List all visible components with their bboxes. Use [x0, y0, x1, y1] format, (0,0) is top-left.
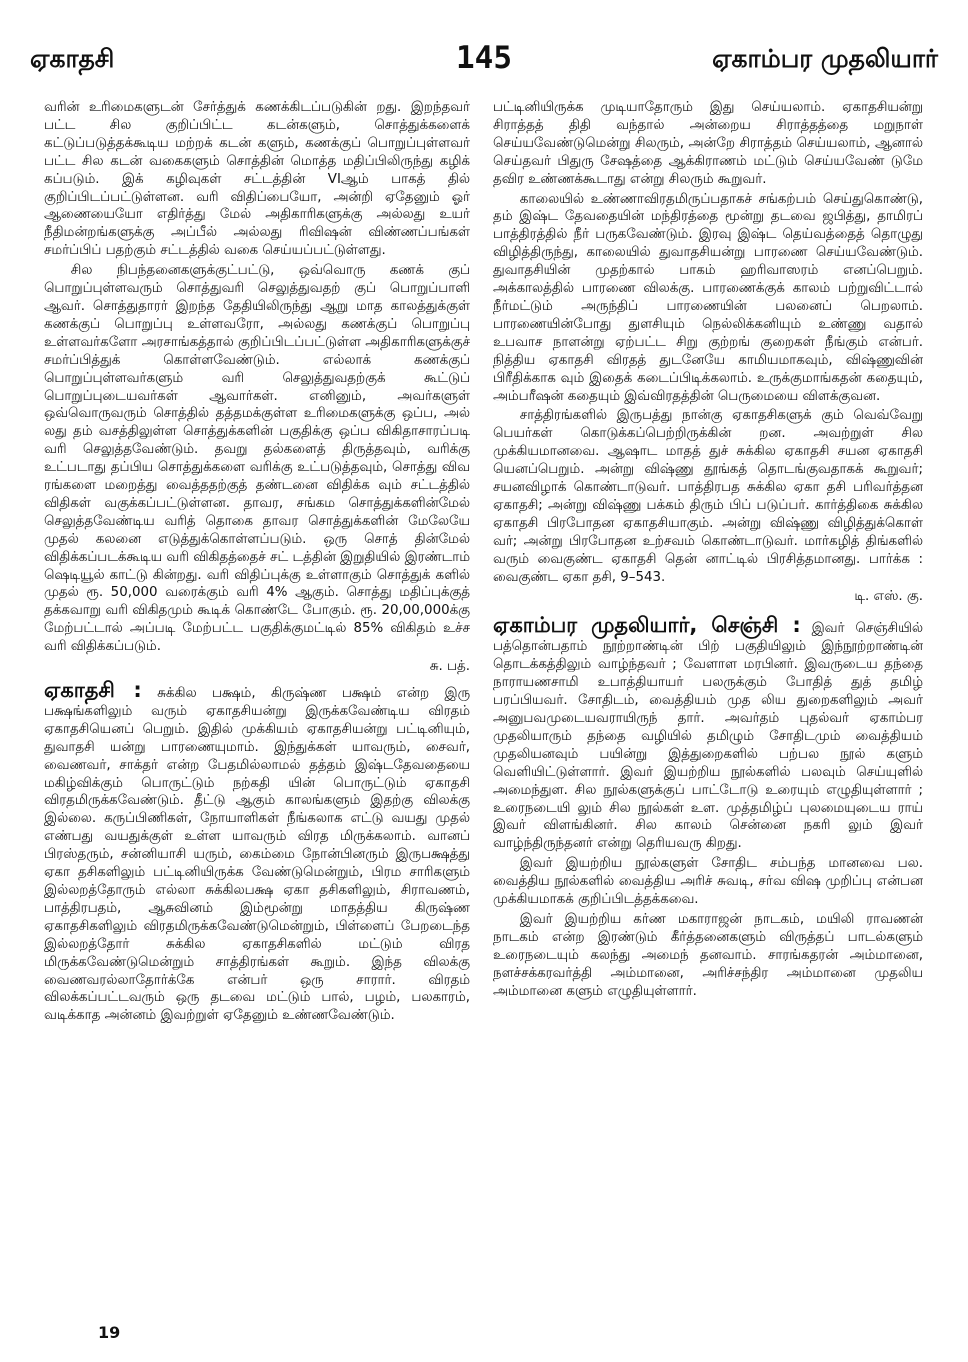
footer-page-number: 19	[98, 1323, 121, 1342]
paragraph-astrology-works: இவர் இயற்றிய நூல்களுள் சோதிட சம்பந்த மானவை பல. வைத்திய நூல்களில் வைத்திய அரிச் சுவடி, சர்வ விஷ முறிப்பு என்பன முக்கியமாகக் குறிப்பிடத்தக்கவை.	[493, 856, 923, 908]
author-signature: டி. எஸ். கு.	[854, 589, 923, 605]
paragraph-tax-liability: சில நிபந்தனைகளுக்குட்பட்டு, ஒவ்வொரு கணக் குப் பொறுப்புள்ளவரும் சொத்துவரி செலுத்துவதற் குப் பொறுப்பாளி ஆவர். சொத்துதாரர் இறந்த தேதியிலிருந்து ஆறு மாத காலத்துக்குள் கணக்குப் பொறுப்பு உள்ளவரோ, அல்லது கணக்குப் பொறுப்பு உள்ளவர்களோ அரசாங்கத்தால் குறிப்பிடப்பட்டுள்ள அதிகாரிகளுக்குச் சமர்ப்பித்துக் கொள்ளவேண்டும். எல்லாக் கணக்குப் பொறுப்புள்ளவர்களும் வரி செலுத்துவதற்குக் கூட்டுப் பொறுப்புடையவர்கள் ஆவார்கள். எனினும், அவர்களுள் ஒவ்வொருவரும் சொத்தில் தத்தமக்குள்ள உரிமைகளுக்கு ஒப்ப, அல் லது தம் வசத்திலுள்ள சொத்துக்களின் பகுதிக்கு ஒப்ப விகிதாசாரப்படி வரி செலுத்தவேண்டும். தவறு தல்களைத் திருத்தவும், வரிக்கு உட்படாது தப்பிய சொத்துக்களை வரிக்கு உட்படுத்தவும், சொத்து விவ ரங்களை மறைத்து வைத்ததற்குத் தண்டனை விதிக்க வும் சட்டத்தில் விதிகள் வகுக்கப்பட்டுள்ளன. தாவர, சங்கம சொத்துக்களின்மேல் செலுத்தவேண்டிய வரித் தொகை தாவர சொத்துக்களின் மேலேயே முதல் கலனை எடுத்துக்கொள்ளப்படும். ஒரு சொத் தின்மேல் விதிக்கப்படக்கூடிய வரி விகிதத்தைச் சட் டத்தின் இறுதியில் இரண்டாம் ஷெடியூல் காட்டு கின்றது. வரி விதிப்புக்கு உள்ளாகும் சொத்துக் களில் முதல் ரூ. 50,000 வரைக்கும் வரி 4% ஆகும். சொத்து மதிப்புக்குத் தக்கவாறு வரி விகிதமும் கூடிக் கொண்டே போகும். ரூ. 20,00,000க்கு மேற்பட்டால் அப்படி மேற்பட்ட பகுதிக்குமட்டில் 85% விகிதம் உச்ச வரி விதிக்கப்படும்.	[44, 263, 470, 655]
right-column	[493, 99, 923, 1309]
entry-body-ekambara: இவர் செஞ்சியில் பத்தொன்பதாம் நூற்றாண்டின் பிற் பகுதியிலும் இந்நூற்றாண்டின் தொடக்கத்திலும் வாழ்ந்தவர் ; வேளாள மரபினர். இவருடைய தந்தை நாராயணசாமி உபாத்தியாயர் பலருக்கும் போதித் துத் தமிழ் பரப்பியவர். சோதிடம், வைத்தியம் முத லிய துறைகளிலும் அவர் அனுபவமுடையவராயிருந் தார். அவர்தம் புதல்வர் ஏகாம்பர முதலியாரும் தந்தை வழியில் தமிழும் சோதிடமும் வைத்தியம் முதலியனவும் பயின்று இத்துறைகளில் பற்பல நூல் களும் வெளியிட்டுள்ளார். இவர் இயற்றிய நூல்களில் பலவும் செய்யுளில் அமைந்துள. சில நூல்களுக்குப் பாட்டோடு உரையும் எழுதியுள்ளார் ; உரைநடையி லும் சில நூல்கள் உள. முத்தமிழ்ப் புலமையுடைய ராய் இவர் விளங்கினர். சில காலம் சென்னை நகரி லும் இவர் வாழ்ந்திருந்தனர் என்று தெரியவரு கிறது.	[493, 621, 923, 852]
page-header	[30, 40, 938, 84]
entry-ekambara	[493, 612, 923, 853]
entry-ekadasi	[44, 678, 470, 1025]
paragraph-fasting-exceptions: பட்டினியிருக்க முடியாதோரும் இது செய்யலாம். ஏகாதசியன்று சிராத்தத் திதி வந்தால் அன்றைய சிராத்தத்தை மறுநாள் செய்யவேண்டுமென்று சிலரும், அன்றே சிராத்தம் செய்யலாம், ஆனால் செய்தவர் பிதுரு சேஷத்தை ஆக்கிராணம் மட்டும் செய்யவேண் டுமே தவிர உண்ணக்கூடாது என்று சிலரும் கூறுவர்.	[493, 100, 923, 187]
paragraph-tax-deductions: வரின் உரிமைகளுடன் சேர்த்துக் கணக்கிடப்படுகின் றது. இறந்தவர் பட்ட சில குறிப்பிட்ட கடன்களும், சொத்துக்களைக் கட்டுப்படுத்தக்கூடிய மற்றக் கடன் களும், கணக்குப் பொறுப்புள்ளவர் பட்ட சில கடன் வகைகளும் சொத்தின் மொத்த மதிப்பிலிருந்து கழிக் கப்படும். இக் கழிவுகள் சட்டத்தின் VIஆம் பாகத் தில் குறிப்பிடப்பட்டுள்ளன. வரி விதிப்பையோ, அன்றி ஏதேனும் ஓர் ஆணையையோ எதிர்த்து மேல் அதிகாரிகளுக்கு அல்லது உயர் நீதிமன்றங்களுக்கு அப்பீல் அல்லது ரிவிஷன் விண்ணப்பங்கள் சமர்ப்பிப் பதற்கும் சட்டத்தில் வகை செய்யப்பட்டுள்ளது.	[44, 100, 470, 259]
paragraph-ekadasi-names: சாத்திரங்களில் இருபத்து நான்கு ஏகாதசிகளுக் கும் வெவ்வேறு பெயர்கள் கொடுக்கப்பெற்றிருக்கின் றன. அவற்றுள் சில முக்கியமானவை. ஆஷாட மாதத் துச் சுக்கில ஏகாதசி சயன ஏகாதசி யெனப்பெறும். அன்று விஷ்ணு தூங்கத் தொடங்குவதாகக் கூறுவர்; சயனவிழாக் கொண்டாடுவர். பாத்திரபத சுக்கில ஏகா தசி பரிவர்த்தன ஏகாதசி; அன்று விஷ்ணு பக்கம் திரும் பிப் படுப்பர். கார்த்திகை சுக்கில ஏகாதசி பிரபோதன ஏகாதசியாகும். அன்று விஷ்ணு விழித்துக்கொள் வர்; அன்று பிரபோதன உற்சவம் கொண்டாடுவர். மார்கழித் திங்களில் வரும் வைகுண்ட ஏகாதசி தென் னாட்டில் பிரசித்தமானது. பார்க்க : வைகுண்ட ஏகா தசி, 9–543.	[493, 408, 923, 585]
header-right-term: ஏகாம்பர முதலியார்	[712, 44, 938, 73]
header-left-term: ஏகாதசி	[30, 44, 115, 73]
left-column	[44, 99, 470, 1309]
page-number-header: 145	[456, 40, 512, 76]
paragraph-drama-works: இவர் இயற்றிய கர்ண மகாராஜன் நாடகம், மயிலி ராவணன் நாடகம் என்ற இரண்டும் கீர்த்தனைகளும் விருத்தப் பாடல்களும் உரைநடையும் கலந்து அமைந் தனவாம். சாரங்கதரன் அம்மானை, நளச்சக்கரவர்த்தி அம்மானை, அரிச்சந்திர அம்மானை முதலிய அம்மானை களும் எழுதியுள்ளார்.	[493, 911, 923, 999]
entry-body-ekadasi: சுக்கில பக்ஷம், கிருஷ்ண பக்ஷம் என்ற இரு பக்ஷங்களிலும் வரும் ஏகாதசியன்று இருக்கவேண்டிய விரதம் ஏகாதசியெனப் பெறும். இதில் முக்கியம் ஏகாதசியன்று பட்டினியும், துவாதசி யன்று பாரணையுமாம். இந்துக்கள் யாவரும், சைவர், வைணவர், சாக்தர் என்ற பேதமில்லாமல் தத்தம் இஷ்டதேவதையை மகிழ்விக்கும் பொருட்டும் நற்கதி யின் பொருட்டும் ஏகாதசி விரதமிருக்கவேண்டும். தீட்டு ஆகும் காலங்களும் இதற்கு விலக்கு இல்லை. கருப்பிணிகள், நோயாளிகள் நீங்கலாக எட்டு வயது முதல் எண்பது வயதுக்குள் உள்ள யாவரும் விரத மிருக்கலாம். வானப் பிரஸ்தரும், சன்னியாசி யரும், கைம்மை நோன்பினரும் இருபக்ஷத்து ஏகா தசிகளிலும் பட்டினியிருக்க வேண்டுமென்றும், பிரம சாரிகளும் இல்லறத்தோரும் எல்லா சுக்கிலபக்ஷ ஏகா தசிகளிலும், சிராவணம், பாத்திரபதம், ஆசுவினம் இம்மூன்று மாதத்திய கிருஷ்ண ஏகாதசிகளிலும் விரதமிருக்கவேண்டுமென்றும், பிள்ளைப் பேறடைந்த இல்லறத்தோர் சுக்கில ஏகாதசிகளில் மட்டும் விரத மிருக்கவேண்டுமென்றும் சாத்திரங்கள் கூறும். இந்த விலக்கு வைணவரல்லாதோர்க்கே என்பர் ஒரு சாரார். விரதம் விலக்கப்பட்டவரும் ஒரு தடவை மட்டும் பால், பழம், பலகாரம், வடிக்காத அன்னம் இவற்றுள் ஏதேனும் உண்ணவேண்டும்.	[44, 686, 470, 1024]
entry-heading-ekadasi: ஏகாதசி :	[44, 678, 142, 702]
paragraph-fasting-procedure: காலையில் உண்ணாவிரதமிருப்பதாகச் சங்கற்பம் செய்துகொண்டு, தம் இஷ்ட தேவதையின் மந்திரத்தை மூன்று தடவை ஜபித்து, தாமிரப் பாத்திரத்தில் நீர் பருகவேண்டும். இரவு இஷ்ட தெய்வத்தைத் தொழுது விழித்திருந்து, காலையில் துவாதசியன்று பாரணை செய்யவேண்டும். துவாதசியின் முதற்கால் பாகம் ஹரிவாஸரம் எனப்பெறும். அக்காலத்தில் பாரணை விலக்கு. பாரணைக்குக் காலம் பற்றுவிட்டால் நீர்மட்டும் அருந்திப் பாரணையின் பலனைப் பெறலாம். பாரணையின்போது துளசியும் நெல்லிக்கனியும் உண்ணு வதால் உபவாச நாளன்று ஏற்பட்ட சிறு குற்றங் குறைகள் நீங்கும் என்பர். நித்திய ஏகாதசி விரதத் துடனேயே காமியமாகவும், விஷ்ணுவின் பிரீதிக்காக வும் இதைக் கடைப்பிடிக்கலாம். உருக்குமாங்கதன் கதையும், அம்பரீஷன் கதையும் இவ்விரதத்தின் பெருமையை விளக்குவன.	[493, 191, 923, 404]
author-signature: சு. பத்.	[429, 659, 470, 675]
entry-heading-ekambara: ஏகாம்பர முதலியார், செஞ்சி :	[493, 613, 801, 638]
